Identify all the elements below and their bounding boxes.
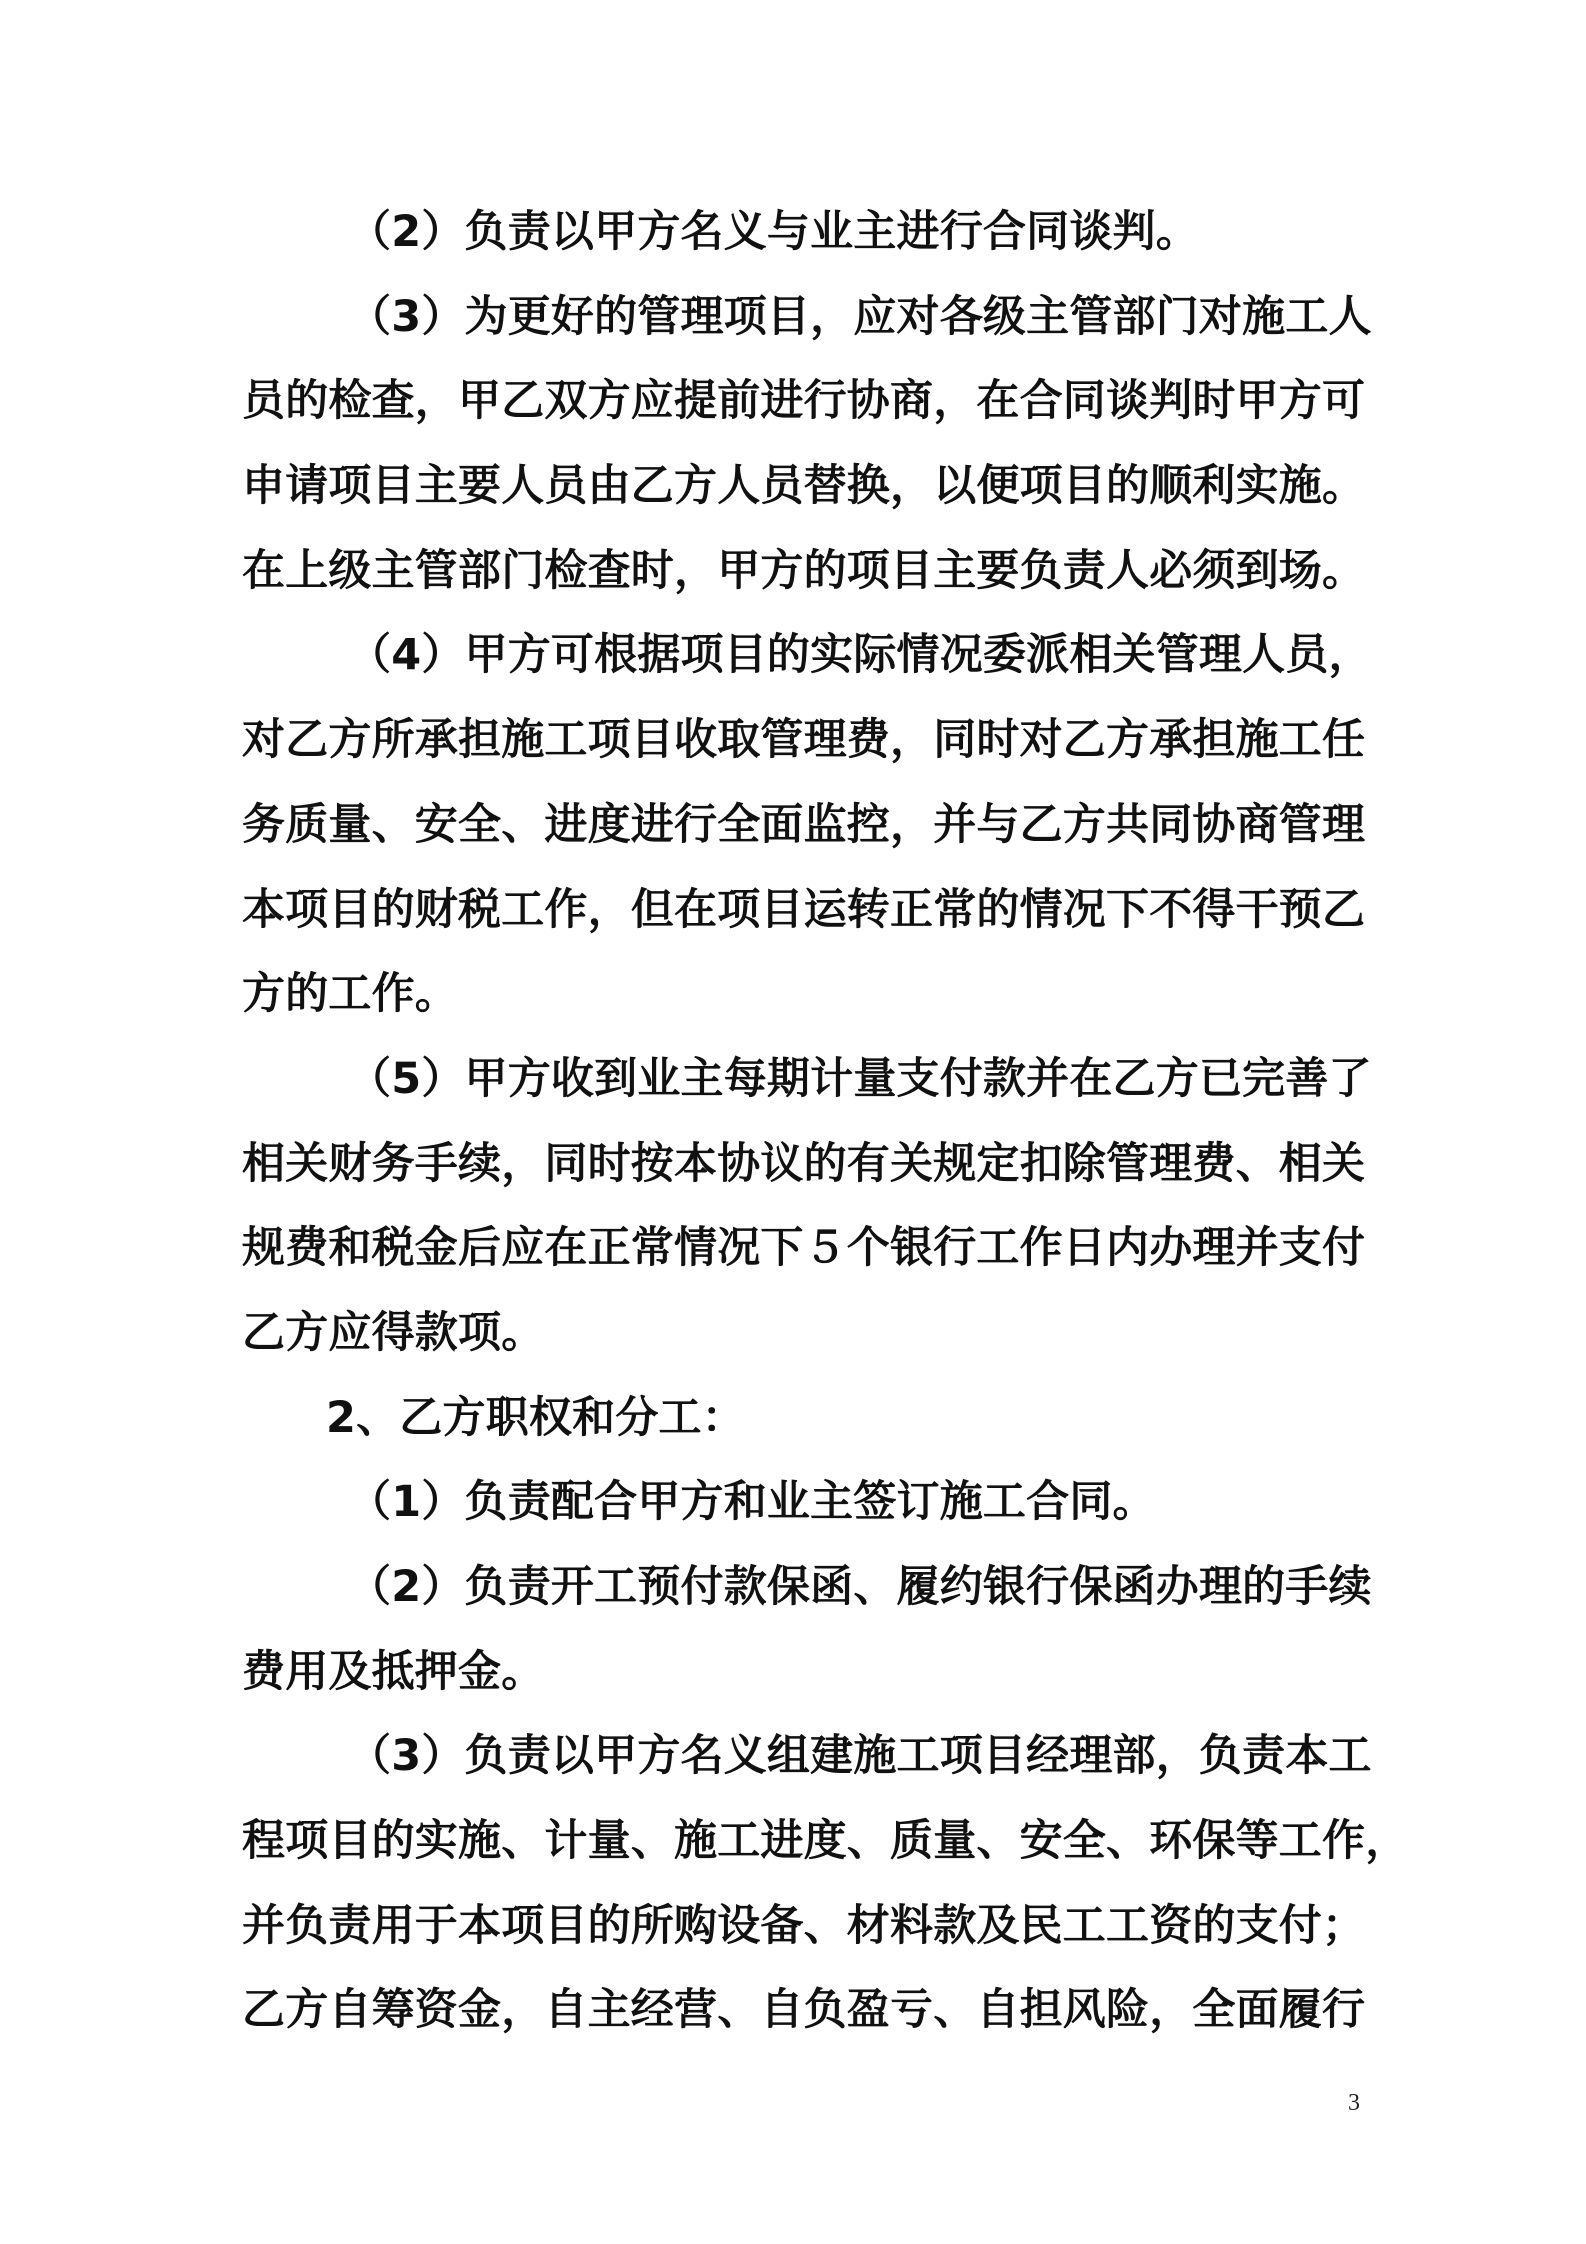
paragraph-line: 方的工作。 — [242, 969, 458, 1020]
paragraph-line: 对乙方所承担施工项目收取管理费，同时对乙方承担施工任 — [242, 715, 1366, 766]
paragraph-line: （3）负责以甲方名义组建施工项目经理部，负责本工 — [348, 1731, 1372, 1782]
paragraph-line: 本项目的财税工作，但在项目运转正常的情况下不得干预乙 — [242, 884, 1366, 935]
paragraph-line: （1）负责配合甲方和业主签订施工合同。 — [348, 1477, 1156, 1528]
paragraph-line: （2）负责开工预付款保函、履约银行保函办理的手续 — [348, 1562, 1372, 1612]
paragraph-line: （3）为更好的管理项目，应对各级主管部门对施工人 — [348, 291, 1372, 342]
paragraph-line: 申请项目主要人员由乙方人员替换，以便项目的顺利实施。 — [242, 461, 1366, 512]
paragraph-line: （4）甲方可根据项目的实际情况委派相关管理人员， — [348, 630, 1372, 681]
paragraph-line: 相关财务手续，同时按本协议的有关规定扣除管理费、相关 — [242, 1138, 1366, 1189]
paragraph-line: 员的检查，甲乙双方应提前进行协商，在合同谈判时甲方可 — [242, 376, 1366, 427]
paragraph-line: 乙方自筹资金，自主经营、自负盈亏、自担风险，全面履行 — [242, 1985, 1366, 2036]
document-body — [242, 190, 1409, 2053]
paragraph-line: 乙方应得款项。 — [242, 1307, 545, 1358]
paragraph-line: 费用及抵押金。 — [242, 1646, 545, 1697]
section-heading: 2、乙方职权和分工： — [326, 1392, 745, 1443]
paragraph-line: （5）甲方收到业主每期计量支付款并在乙方已完善了 — [348, 1053, 1372, 1104]
page-number: 3 — [1348, 2090, 1360, 2116]
paragraph-line: 并负责用于本项目的所购设备、材料款及民工工资的支付； — [242, 1900, 1366, 1951]
paragraph-line: 规费和税金后应在正常情况下５个银行工作日内办理并支付 — [242, 1223, 1366, 1274]
paragraph-line: （2）负责以甲方名义与业主进行合同谈判。 — [348, 207, 1199, 257]
paragraph-line: 在上级主管部门检查时，甲方的项目主要负责人必须到场。 — [242, 545, 1366, 596]
paragraph-line: 务质量、安全、进度进行全面监控，并与乙方共同协商管理 — [242, 799, 1366, 850]
paragraph-line: 程项目的实施、计量、施工进度、质量、安全、环保等工作， — [242, 1816, 1409, 1867]
